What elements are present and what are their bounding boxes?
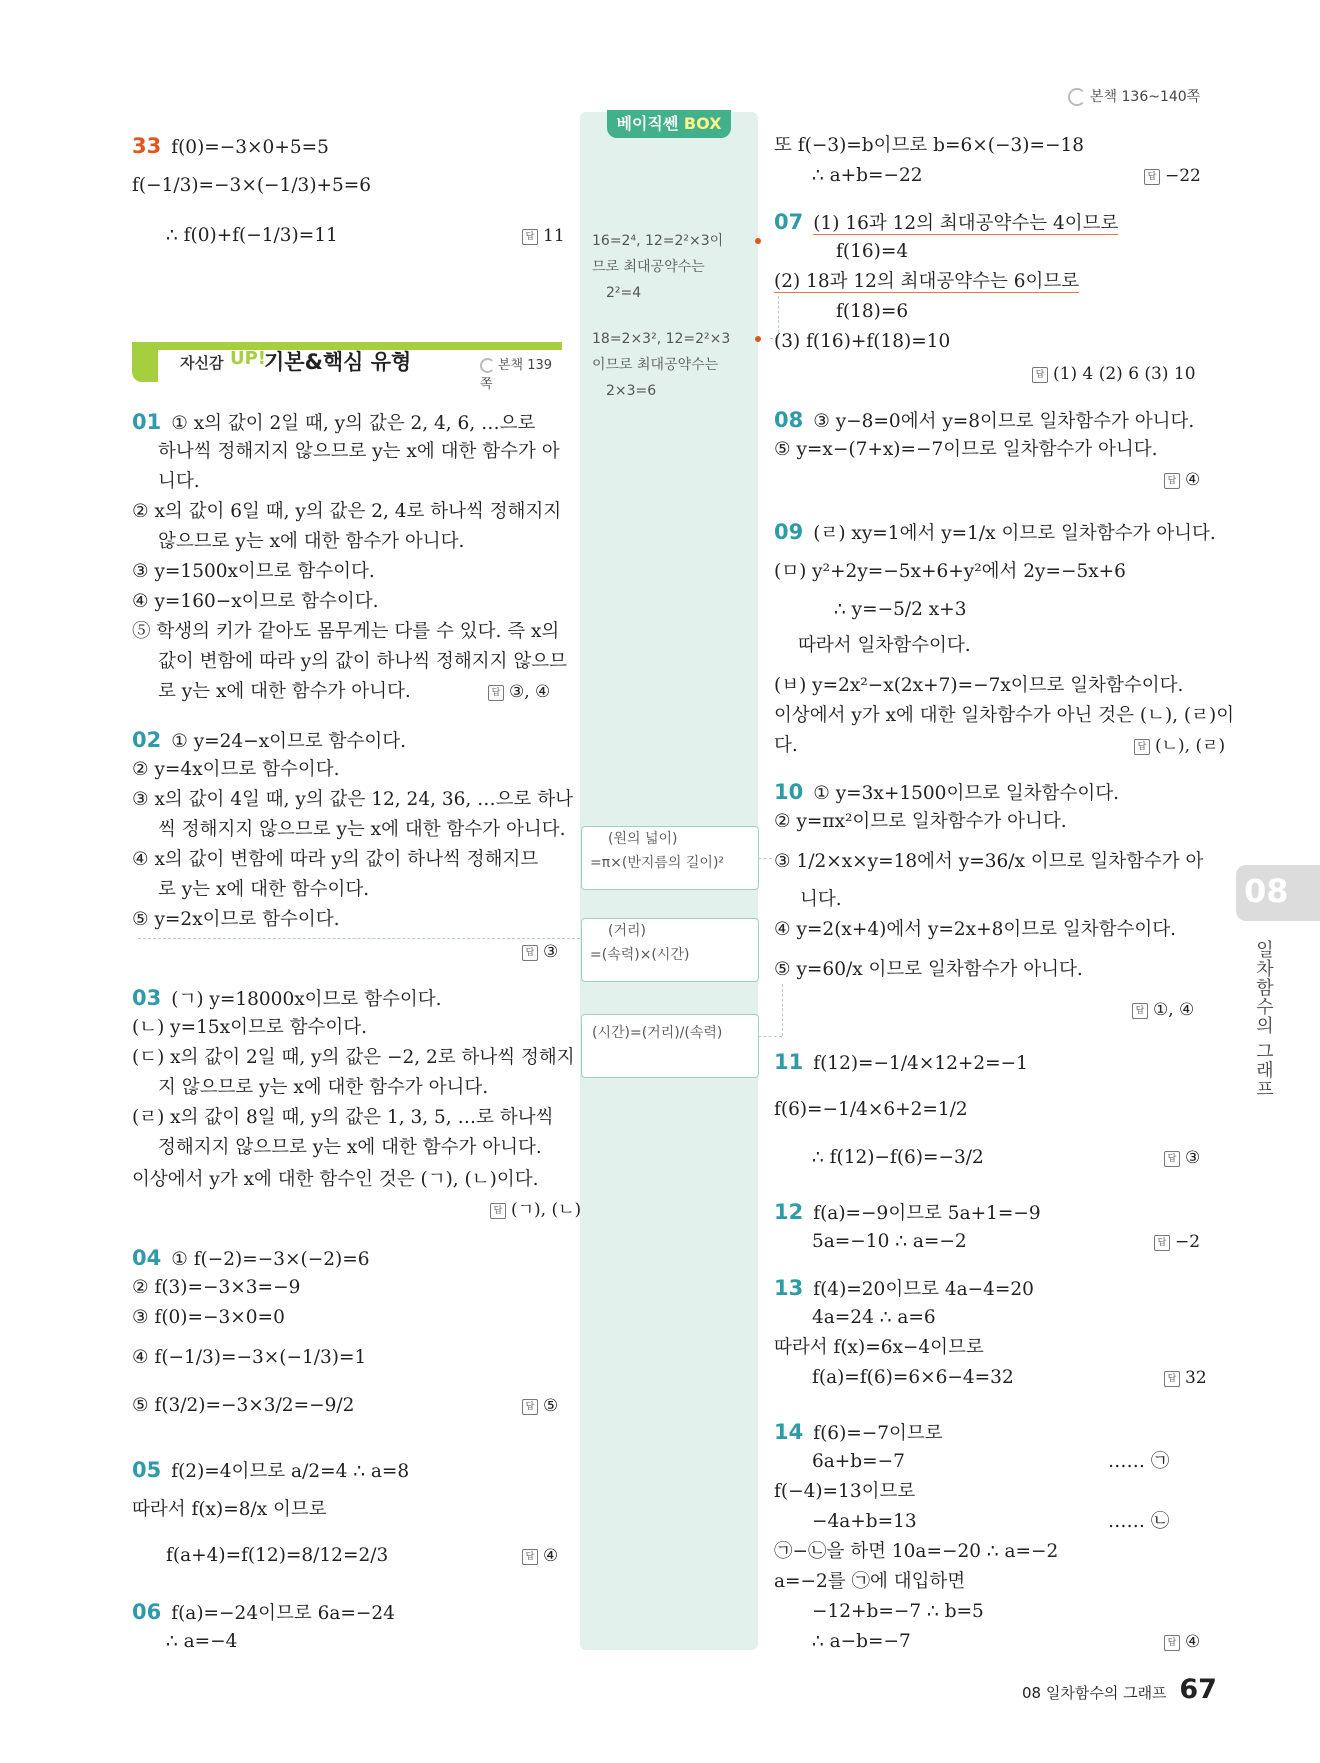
connector-line [138, 938, 580, 939]
section-up: UP! [230, 348, 267, 369]
box-formula-circle-area: (원의 넓이) =π×(반지름의 길이)² [581, 826, 759, 890]
answer-icon: 답 [1164, 473, 1180, 489]
section-title: 기본&핵심 유형 [264, 350, 412, 374]
answer-icon: 답 [522, 1399, 538, 1415]
refresh-icon [480, 358, 495, 373]
page-ref: 본책 136~140쪽 [1068, 86, 1200, 106]
answer-icon: 답 [1144, 169, 1160, 185]
section-header [132, 342, 562, 392]
answer-icon: 답 [1164, 1151, 1180, 1167]
refresh-icon [1068, 88, 1086, 106]
box-note-gcd-1: 16=2⁴, 12=2²×3이 므로 최대공약수는 2²=4 [592, 233, 724, 301]
answer-icon: 답 [1032, 367, 1048, 383]
basic-box-title: 베이직쎈 BOX [607, 110, 731, 138]
page-number: 67 [1179, 1674, 1217, 1705]
box-formula-distance: (거리) =(속력)×(시간) [581, 918, 759, 982]
footer [1022, 1674, 1217, 1705]
chapter-tab-label: 일차함수의 그래프 [1253, 940, 1274, 1099]
answer-icon: 답 [1164, 1371, 1180, 1387]
chapter-tab-number: 08 [1244, 872, 1289, 910]
box-formula-time: (시간)=(거리)/(속력) [581, 1014, 759, 1078]
answer-icon: 답 [1134, 739, 1150, 755]
answer-icon: 답 [1164, 1635, 1180, 1651]
section-label: 자신감 [180, 354, 224, 372]
answer-icon: 답 [1154, 1235, 1170, 1251]
answer-icon: 답 [488, 685, 504, 701]
box-note-gcd-2: 18=2×3², 12=2²×3 이므로 최대공약수는 2×3=6 [592, 331, 731, 399]
section-ref: 본책 139쪽 [480, 358, 553, 392]
answer-icon: 답 [1132, 1003, 1148, 1019]
answer-icon: 답 [522, 945, 538, 961]
connector-line [758, 858, 772, 859]
note-pointer-dot [755, 238, 761, 244]
connector-line [758, 1036, 782, 1037]
answer-icon: 답 [490, 1203, 506, 1219]
footer-chapter: 08 일차함수의 그래프 [1022, 1684, 1167, 1702]
answer-icon: 답 [522, 1549, 538, 1565]
answer-icon: 답 [522, 229, 538, 245]
connector-line [782, 984, 783, 1036]
note-pointer-dot [755, 336, 761, 342]
section-corner [132, 342, 158, 382]
